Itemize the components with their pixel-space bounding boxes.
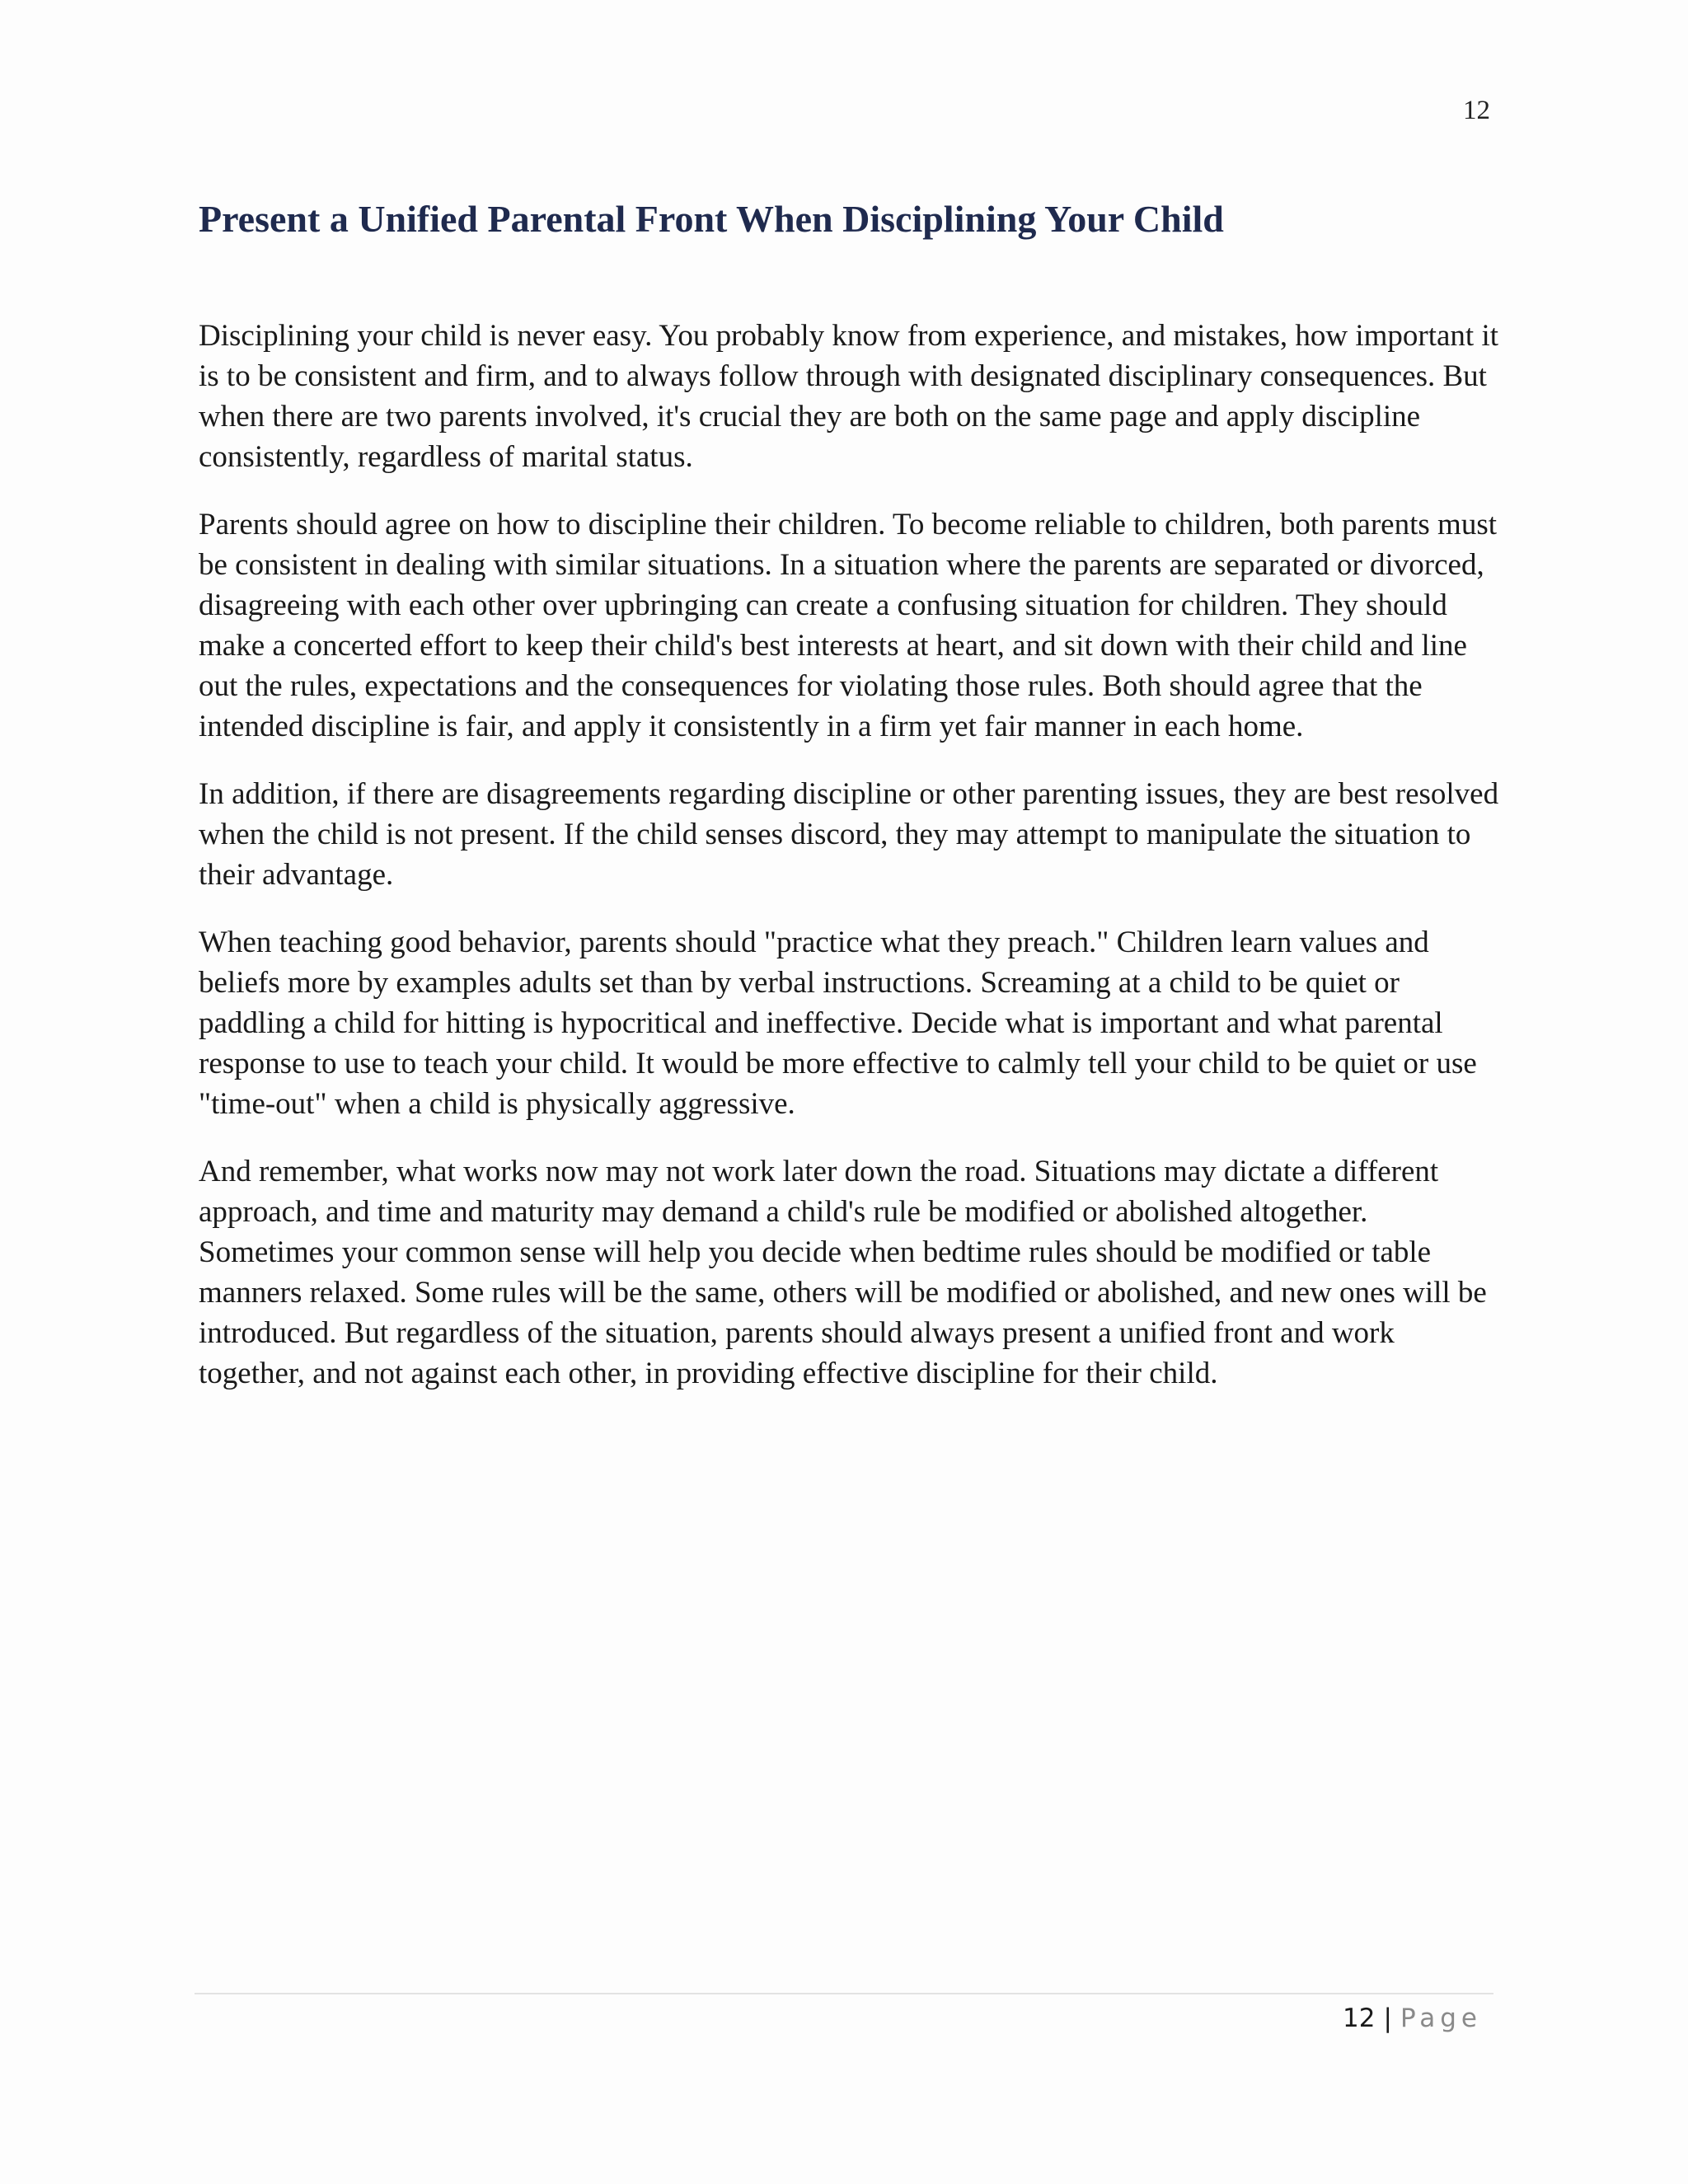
article-body xyxy=(199,316,1503,1421)
paragraph-1: Disciplining your child is never easy. You probably know from experience, and mistakes, how important it is to be consistent and firm, and to always follow through with designated disciplinary consequences. But when there are two parents involved, it's crucial they are both on the same page and apply discipline consistently, regardless of marital status. xyxy=(199,319,1498,474)
footer-separator: | xyxy=(1383,2004,1392,2033)
header-page-number: 12 xyxy=(1463,96,1490,125)
page-title: Present a Unified Parental Front When Disciplining Your Child xyxy=(199,198,1224,240)
footer-divider xyxy=(195,1993,1493,1994)
footer-page-label: Page xyxy=(1400,2004,1482,2033)
footer-page-number: 12 xyxy=(1343,2004,1376,2033)
paragraph-2: Parents should agree on how to discipline their children. To become reliable to children, both parents must be consistent in dealing with similar situations. In a situation where the parents are separated or divorced, disagreeing with each other over upbringing can create a confusing situation for children. They should make a concerted effort to keep their child's best interests at heart, and sit down with their child and line out the rules, expectations and the consequences for violating those rules. Both should agree that the intended discipline is fair, and apply it consistently in a firm yet fair manner in each home. xyxy=(199,508,1497,743)
paragraph-5: And remember, what works now may not work later down the road. Situations may dictate a different approach, and time and maturity may demand a child's rule be modified or abolished altogether. Sometimes your common sense will help you decide when bedtime rules should be modified or table manners relaxed. Some rules will be the same, others will be modified or abolished, and new ones will be introduced. But regardless of the situation, parents should always present a unified front and work together, and not against each other, in providing effective discipline for their child. xyxy=(199,1155,1487,1390)
paragraph-4: When teaching good behavior, parents should "practice what they preach." Children learn values and beliefs more by examples adults set than by verbal instructions. Screaming at a child to be quiet or paddling a child for hitting is hypocritical and ineffective. Decide what is important and what parental response to use to teach your child. It would be more effective to calmly tell your child to be quiet or use "time-out" when a child is physically aggressive. xyxy=(199,926,1477,1121)
footer-page-indicator xyxy=(1343,2002,1482,2035)
paragraph-3: In addition, if there are disagreements regarding discipline or other parenting issues, they are best resolved when the child is not present. If the child senses discord, they may attempt to manipulate the situation to their advantage. xyxy=(199,777,1499,892)
